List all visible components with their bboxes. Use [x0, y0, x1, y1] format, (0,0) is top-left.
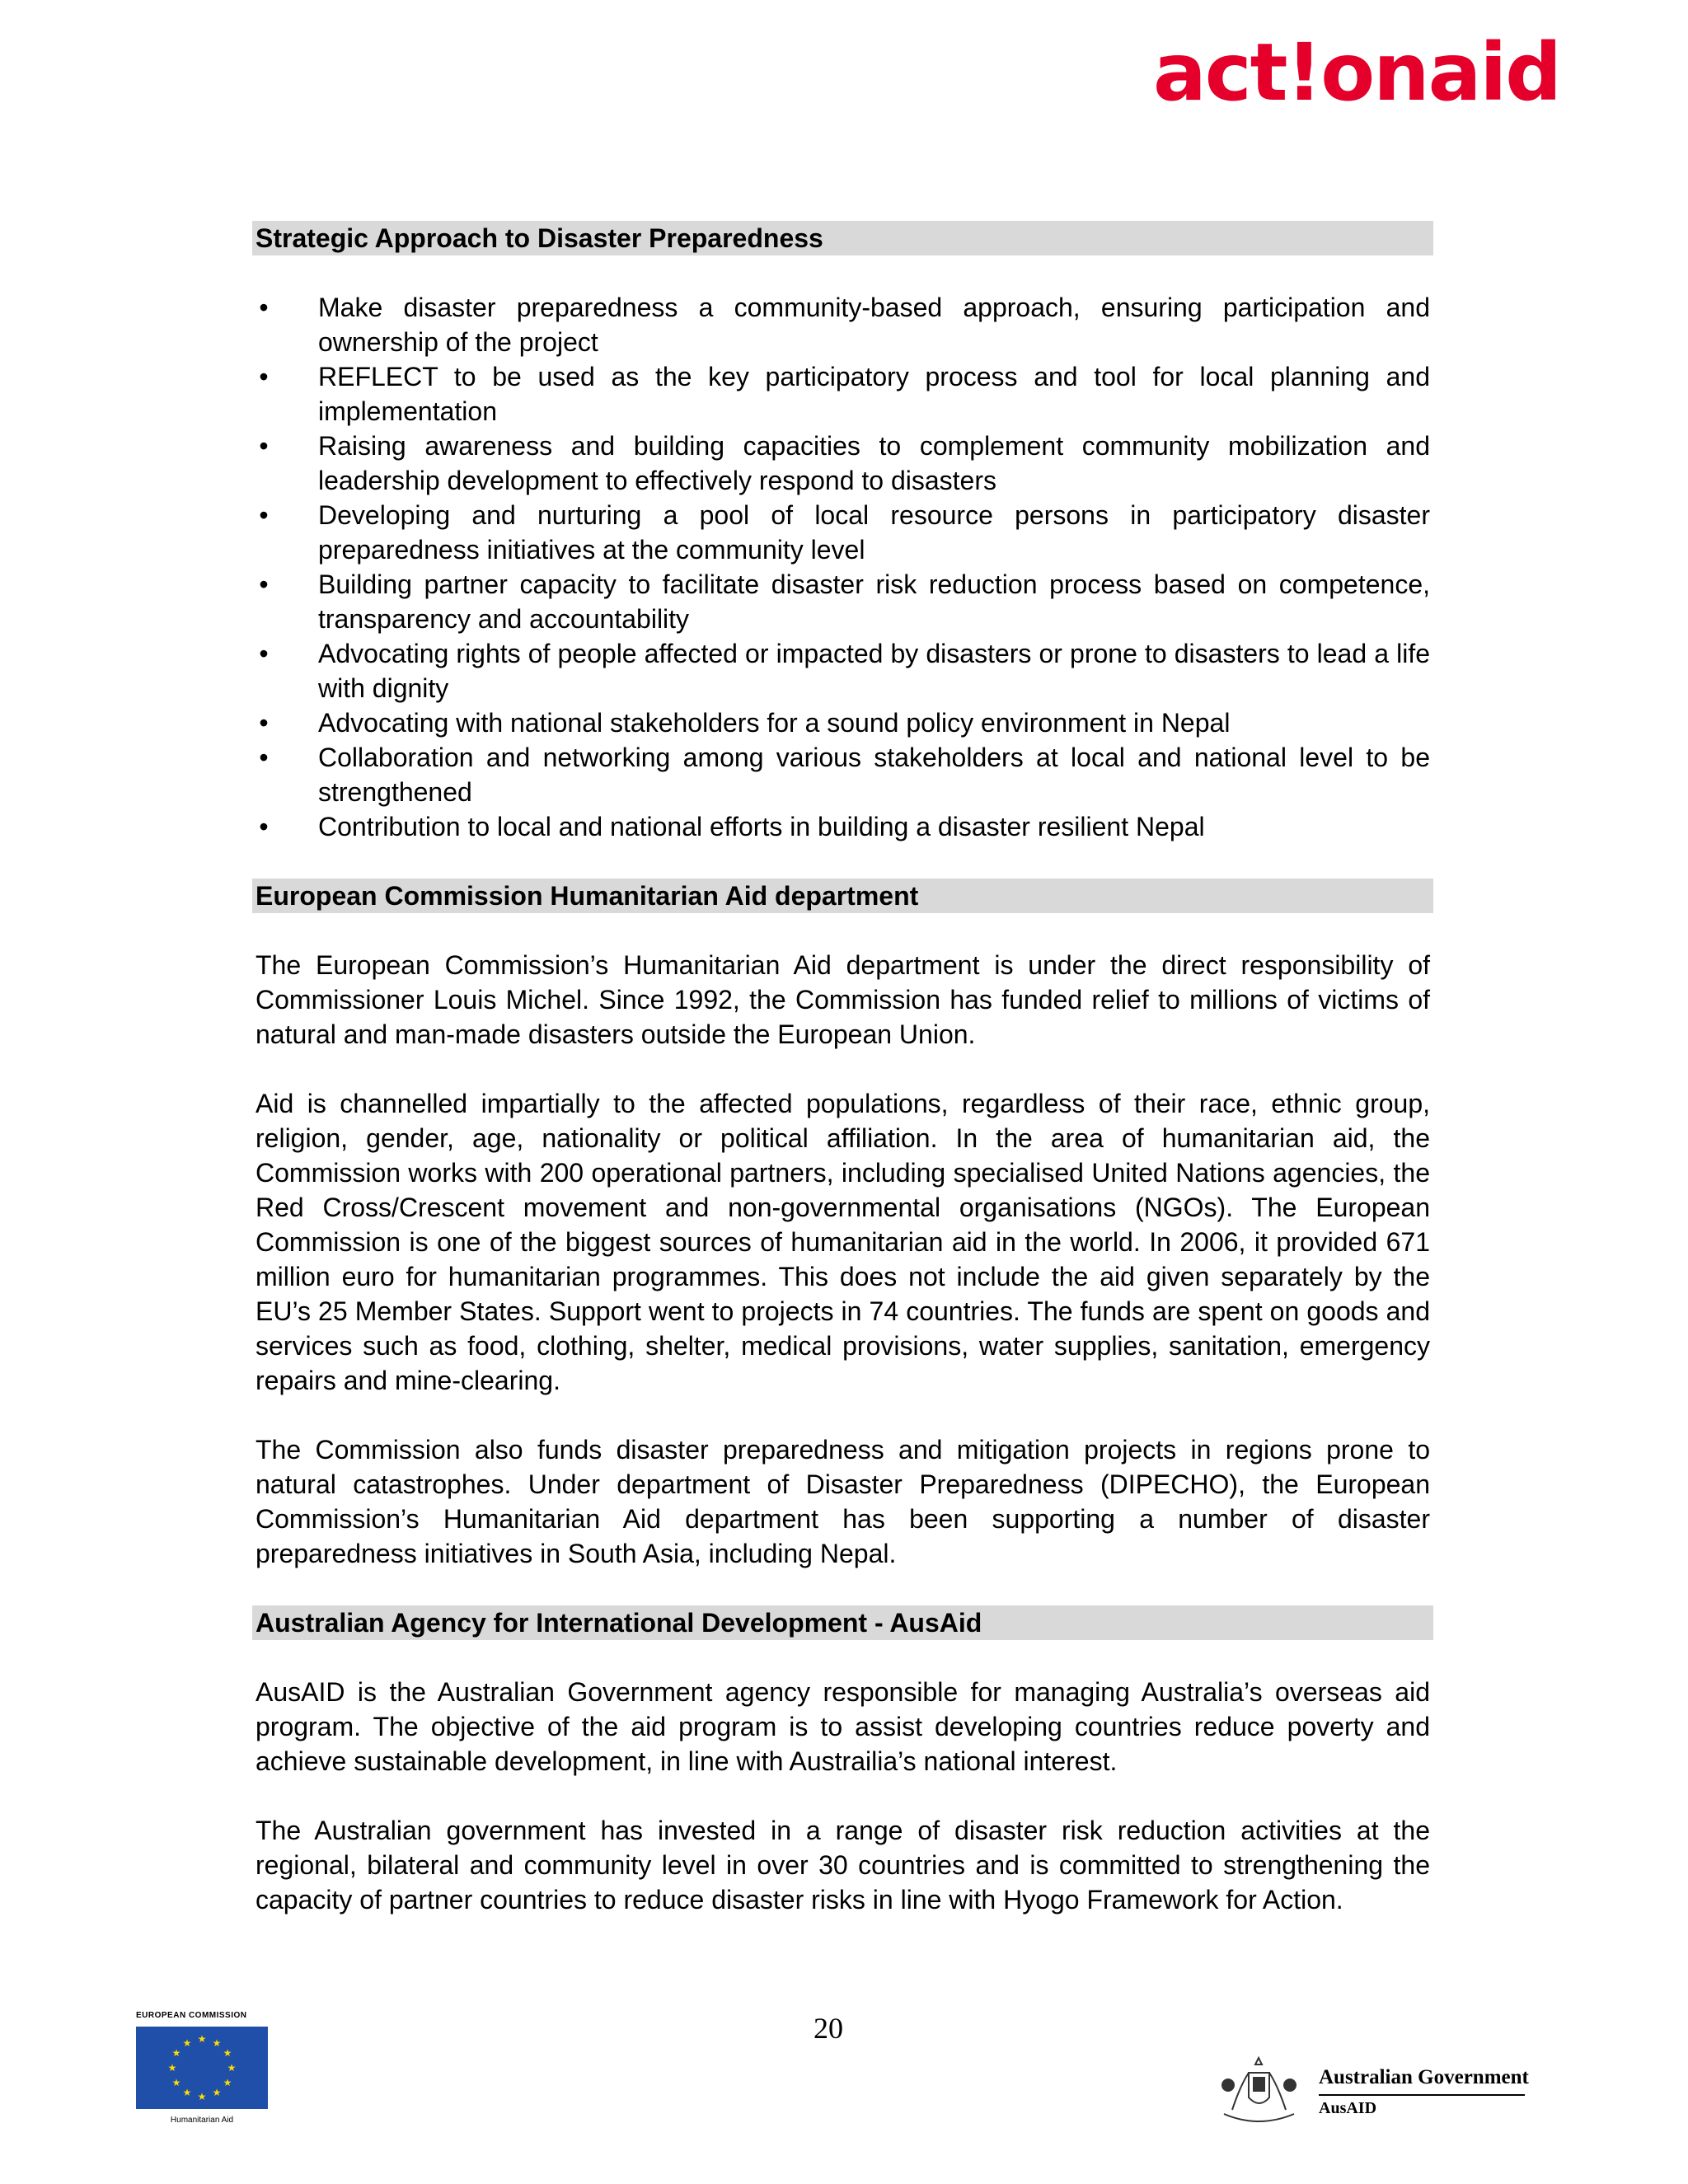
australian-government-logo: [1207, 2048, 1537, 2130]
paragraph: The Australian government has invested in a range of disaster risk reduction activities at the regional, bilateral and community level in over 30 countries and is committed to strengthening the capacity of partner countries to reduce disaster risks in line with Hyogo Framework for Action.: [256, 1816, 1430, 1915]
actionaid-logo: act!onaid: [1152, 26, 1560, 119]
list-item: • Advocating with national stakeholders for a sound policy environment in Nepal: [256, 705, 1430, 740]
svg-text:★: ★: [212, 2087, 222, 2098]
bullet-icon: •: [259, 708, 269, 738]
paragraph: AusAID is the Australian Government agency responsible for managing Australia’s overseas aid program. The objective of the aid program is to assist developing countries reduce poverty and achieve sustainable development, in line with Austrailia’s national interest.: [256, 1677, 1430, 1776]
list-item: • Advocating rights of people affected or impacted by disasters or prone to disasters to lead a life with dignity: [256, 636, 1430, 705]
list-item: • Collaboration and networking among various stakeholders at local and national level to be strengthened: [256, 740, 1430, 809]
svg-text:★: ★: [182, 2037, 192, 2049]
eu-flag-icon: [136, 2027, 268, 2109]
svg-text:★: ★: [197, 2033, 207, 2045]
svg-text:★: ★: [197, 2091, 207, 2102]
ec-logo-top-text: EUROPEAN COMMISSION: [136, 2011, 247, 2020]
bullet-icon: •: [259, 362, 269, 391]
bullet-icon: •: [259, 743, 269, 772]
bullet-icon: •: [259, 431, 269, 461]
svg-text:★: ★: [182, 2087, 192, 2098]
ausaid-label: AusAID: [1319, 2099, 1377, 2117]
svg-text:★: ★: [223, 2077, 232, 2088]
bullet-icon: •: [259, 293, 269, 322]
ec-logo-bottom-text: Humanitarian Aid: [170, 2116, 234, 2125]
svg-text:★: ★: [171, 2077, 181, 2088]
list-item: • Raising awareness and building capacities to complement community mobilization and leadership development to effectively respond to disasters: [256, 429, 1430, 498]
svg-text:★: ★: [212, 2037, 222, 2049]
section-heading-ausaid: Australian Agency for International Development - AusAid: [252, 1605, 1433, 1640]
svg-text:★: ★: [223, 2047, 232, 2059]
paragraph: The Commission also funds disaster preparedness and mitigation projects in regions prone to natural catastrophes. Under department of Disaster Preparedness (DIPECHO), the European Commission’s Humanitarian Aid department has been supporting a number of disaster preparedness initiatives in South Asia, including Nepal.: [256, 1435, 1430, 1568]
paragraph: The European Commission’s Humanitarian Aid department is under the direct responsibility of Commissioner Louis Michel. Since 1992, the Commission has funded relief to millions of victims of natural and man-made disasters outside the European Union.: [256, 950, 1430, 1049]
section-heading-strategic: Strategic Approach to Disaster Preparedness: [252, 221, 1433, 255]
svg-text:★: ★: [171, 2047, 181, 2059]
aus-gov-title: Australian Government: [1319, 2066, 1529, 2088]
main-content: [256, 221, 1430, 1917]
section-heading-echo: European Commission Humanitarian Aid department: [252, 879, 1433, 913]
bullet-icon: •: [259, 812, 269, 841]
bullet-icon: •: [259, 500, 269, 530]
bullet-icon: •: [259, 569, 269, 599]
list-item: • Contribution to local and national efforts in building a disaster resilient Nepal: [256, 809, 1430, 844]
list-item: • REFLECT to be used as the key participatory process and tool for local planning and implementation: [256, 359, 1430, 429]
bullet-icon: •: [259, 639, 269, 668]
list-item: • Developing and nurturing a pool of local resource persons in participatory disaster preparedness initiatives at the community level: [256, 498, 1430, 567]
svg-text:★: ★: [227, 2062, 237, 2074]
european-commission-logo: [136, 2011, 276, 2125]
list-item: • Building partner capacity to facilitate disaster risk reduction process based on competence, transparency and accountability: [256, 567, 1430, 636]
strategic-bullet-list: [256, 290, 1430, 844]
paragraph: Aid is channelled impartially to the affected populations, regardless of their race, ethnic group, religion, gender, age, nationality or political affiliation. In the area of humanitarian aid, the Commission works with 200 operational partners, including specialised United Nations agencies, the Red Cross/Crescent movement and non-governmental organisations (NGOs). The European Commission is one of the biggest sources of humanitarian aid in the world. In 2006, it provided 671 million euro for humanitarian programmes. This does not include the aid given separately by the EU’s 25 Member States. Support went to projects in 74 countries. The funds are spent on goods and services such as food, clothing, shelter, medical provisions, water supplies, sanitation, emergency repairs and mine-clearing.: [256, 1089, 1430, 1395]
coat-of-arms-icon: [1207, 2048, 1311, 2130]
svg-text:★: ★: [167, 2062, 177, 2074]
list-item: • Make disaster preparedness a community-based approach, ensuring participation and ownership of the project: [256, 290, 1430, 359]
page-number: 20: [814, 2012, 843, 2045]
